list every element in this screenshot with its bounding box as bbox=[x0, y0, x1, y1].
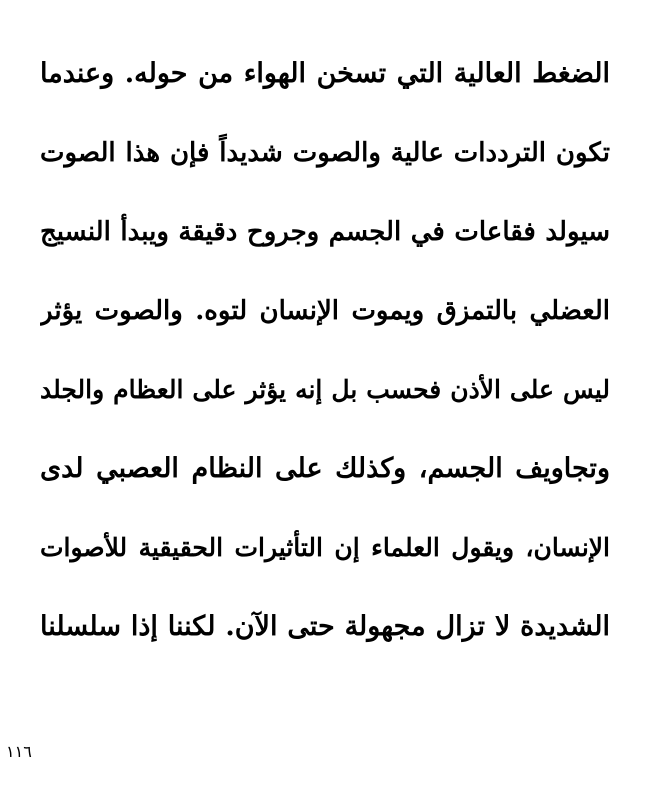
text-line-8: الشديدة لا تزال مجهولة حتى الآن. لكننا إذا سلسلنا bbox=[40, 611, 610, 642]
page-number: ١١٦ bbox=[6, 742, 32, 761]
body-text bbox=[40, 46, 610, 655]
text-line-1: الضغط العالية التي تسخن الهواء من حوله. وعندما bbox=[40, 58, 610, 89]
text-line-5: ليس على الأذن فحسب بل إنه يؤثر على العظام والجلد bbox=[40, 375, 610, 404]
text-line-2: تكون الترددات عالية والصوت شديداً فإن هذا الصوت bbox=[40, 138, 610, 168]
text-line-6: وتجاويف الجسم، وكذلك على النظام العصبي لدى bbox=[40, 453, 610, 484]
text-line-3: سيولد فقاعات في الجسم وجروح دقيقة ويبدأ النسيج bbox=[40, 217, 610, 247]
text-line-7: الإنسان، ويقول العلماء إن التأثيرات الحقيقية للأصوات bbox=[40, 533, 610, 562]
text-line-4: العضلي بالتمزق ويموت الإنسان لتوه. والصوت يؤثر bbox=[40, 296, 610, 326]
